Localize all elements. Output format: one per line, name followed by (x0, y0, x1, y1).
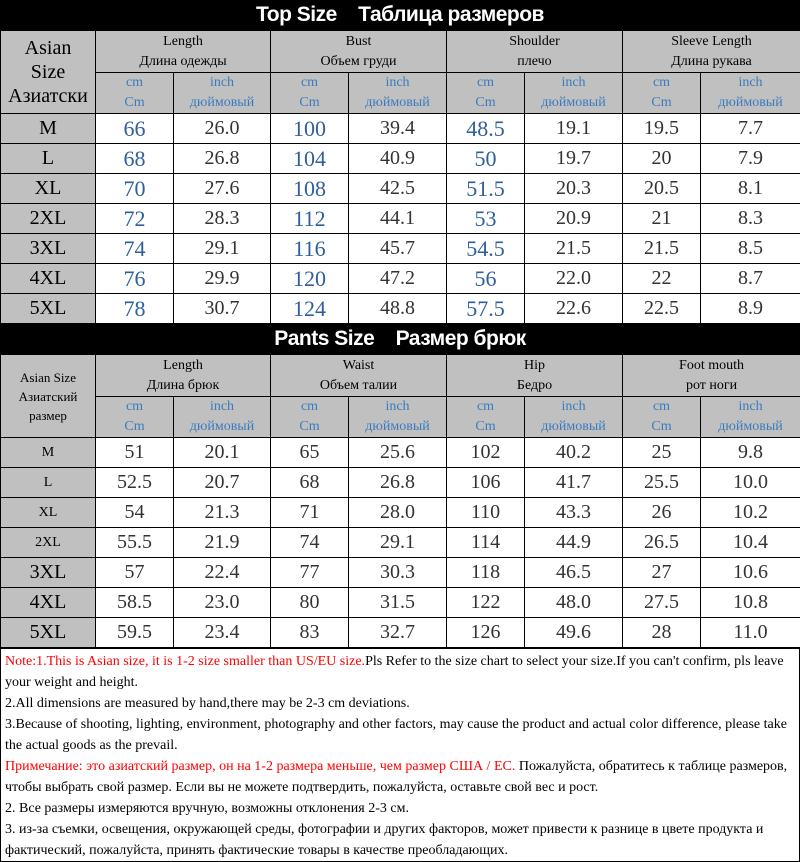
measurement-cell: 21 (623, 204, 701, 234)
measurement-cell: 43.3 (525, 498, 623, 528)
measurement-cell: 53 (447, 204, 525, 234)
measurement-cell: 78 (96, 294, 174, 324)
measurement-cell: 26.0 (174, 114, 271, 144)
table-row (1, 174, 800, 204)
measurement-cell: 120 (271, 264, 349, 294)
note-ru-1-warning: Примечание: это азиатский размер, он на 1-2 размера меньше, чем размер США / ЕС. (5, 759, 515, 774)
table-row (1, 558, 800, 588)
note-3: 3.Because of shooting, lighting, environment, photography and other factors, may cause the product and actual color difference, please take the actual goods as the prevail. (5, 714, 797, 756)
size-label-cell: 2XL (1, 204, 96, 234)
measurement-cell: 74 (271, 528, 349, 558)
measurement-cell: 110 (447, 498, 525, 528)
measurement-cell: 22.6 (525, 294, 623, 324)
measurement-cell: 19.5 (623, 114, 701, 144)
column-header-bust (271, 31, 447, 73)
measurement-cell: 52.5 (96, 468, 174, 498)
measurement-cell: 100 (271, 114, 349, 144)
table-row (1, 144, 800, 174)
measurement-cell: 25.6 (349, 438, 447, 468)
column-header-length (96, 31, 271, 73)
note-ru-2: 2. Все размеры измеряются вручную, возможны отклонения 2-3 см. (5, 798, 797, 819)
table-row (1, 588, 800, 618)
size-label-cell: 3XL (1, 234, 96, 264)
size-label-cell: 5XL (1, 294, 96, 324)
unit-label: inch (701, 73, 800, 93)
measurement-cell: 106 (447, 468, 525, 498)
measurement-cell: 54.5 (447, 234, 525, 264)
unit-label: дюймовый (349, 93, 446, 113)
measurement-cell: 56 (447, 264, 525, 294)
top-size-table (0, 30, 800, 324)
measurement-cell: 29.1 (349, 528, 447, 558)
table-row (1, 618, 800, 648)
measurement-cell: 122 (447, 588, 525, 618)
column-header-en: Length (96, 32, 270, 52)
table-row (1, 498, 800, 528)
unit-label: Cm (96, 417, 173, 437)
measurement-cell: 8.1 (701, 174, 800, 204)
unit-cm-cell (623, 397, 701, 438)
measurement-cell: 76 (96, 264, 174, 294)
size-label-cell: 3XL (1, 558, 96, 588)
measurement-cell: 21.9 (174, 528, 271, 558)
unit-label: inch (349, 397, 446, 417)
measurement-cell: 55.5 (96, 528, 174, 558)
unit-label: Cm (447, 417, 524, 437)
measurement-cell: 25.5 (623, 468, 701, 498)
measurement-cell: 49.6 (525, 618, 623, 648)
measurement-cell: 124 (271, 294, 349, 324)
measurement-cell: 116 (271, 234, 349, 264)
measurement-cell: 51 (96, 438, 174, 468)
table-row (1, 438, 800, 468)
column-header-waist (271, 355, 447, 397)
size-label-cell: 4XL (1, 264, 96, 294)
unit-label: inch (174, 73, 270, 93)
unit-label: inch (525, 397, 622, 417)
unit-inch-cell (701, 73, 800, 114)
unit-cm-cell (447, 397, 525, 438)
pants-size-rows (1, 438, 800, 648)
measurement-cell: 42.5 (349, 174, 447, 204)
measurement-cell: 57 (96, 558, 174, 588)
measurement-cell: 30.7 (174, 294, 271, 324)
table-row (1, 528, 800, 558)
measurement-cell: 71 (271, 498, 349, 528)
table-row (1, 234, 800, 264)
column-header-hip (447, 355, 623, 397)
unit-label: Cm (447, 93, 524, 113)
measurement-cell: 70 (96, 174, 174, 204)
measurement-cell: 10.6 (701, 558, 800, 588)
size-header-line: размер (1, 406, 95, 425)
measurement-cell: 20.1 (174, 438, 271, 468)
measurement-cell: 26.8 (349, 468, 447, 498)
measurement-cell: 83 (271, 618, 349, 648)
measurement-cell: 21.3 (174, 498, 271, 528)
unit-label: inch (701, 397, 800, 417)
measurement-cell: 66 (96, 114, 174, 144)
measurement-cell: 7.7 (701, 114, 800, 144)
table-row (1, 468, 800, 498)
unit-label: inch (525, 73, 622, 93)
unit-label: дюймовый (174, 93, 270, 113)
measurement-cell: 28.3 (174, 204, 271, 234)
measurement-cell: 80 (271, 588, 349, 618)
measurement-cell: 48.8 (349, 294, 447, 324)
size-label-cell: M (1, 114, 96, 144)
measurement-cell: 26 (623, 498, 701, 528)
measurement-cell: 8.9 (701, 294, 800, 324)
unit-cm-cell (623, 73, 701, 114)
measurement-cell: 11.0 (701, 618, 800, 648)
note-1 (5, 651, 797, 693)
measurement-cell: 48.5 (447, 114, 525, 144)
size-header-cell (1, 355, 96, 438)
measurement-cell: 8.7 (701, 264, 800, 294)
measurement-cell: 47.2 (349, 264, 447, 294)
measurement-cell: 114 (447, 528, 525, 558)
measurement-cell: 22.0 (525, 264, 623, 294)
measurement-cell: 10.4 (701, 528, 800, 558)
size-label-cell: 5XL (1, 618, 96, 648)
pants-size-table (0, 354, 800, 648)
column-header-ru: Объем груди (271, 52, 446, 72)
unit-label: дюймовый (701, 417, 800, 437)
measurement-cell: 51.5 (447, 174, 525, 204)
size-notes (0, 648, 800, 862)
size-header-line: Size (1, 60, 95, 84)
unit-label: cm (623, 397, 700, 417)
unit-inch-cell (525, 73, 623, 114)
column-header-ru: Объем талии (271, 376, 446, 396)
top-size-rows (1, 114, 800, 324)
unit-inch-cell (525, 397, 623, 438)
table-row (1, 114, 800, 144)
column-header-en: Foot mouth (623, 356, 800, 376)
measurement-cell: 20.3 (525, 174, 623, 204)
table-row (1, 264, 800, 294)
measurement-cell: 10.2 (701, 498, 800, 528)
measurement-cell: 9.8 (701, 438, 800, 468)
column-header-en: Sleeve Length (623, 32, 800, 52)
measurement-cell: 27 (623, 558, 701, 588)
measurement-cell: 10.8 (701, 588, 800, 618)
unit-inch-cell (349, 397, 447, 438)
measurement-cell: 28 (623, 618, 701, 648)
size-label-cell: 2XL (1, 528, 96, 558)
measurement-cell: 29.9 (174, 264, 271, 294)
unit-label: дюймовый (701, 93, 800, 113)
size-label-cell: L (1, 144, 96, 174)
measurement-cell: 20.9 (525, 204, 623, 234)
size-header-line: Asian Size (1, 368, 95, 387)
unit-label: cm (447, 73, 524, 93)
unit-label: cm (271, 397, 348, 417)
measurement-cell: 22.5 (623, 294, 701, 324)
column-header-en: Hip (447, 356, 622, 376)
measurement-cell: 23.4 (174, 618, 271, 648)
measurement-cell: 54 (96, 498, 174, 528)
column-header-ru: Длина брюк (96, 376, 270, 396)
unit-cm-cell (271, 397, 349, 438)
unit-inch-cell (174, 397, 271, 438)
unit-label: cm (623, 73, 700, 93)
measurement-cell: 44.1 (349, 204, 447, 234)
measurement-cell: 104 (271, 144, 349, 174)
measurement-cell: 108 (271, 174, 349, 204)
unit-inch-cell (174, 73, 271, 114)
size-label-cell: 4XL (1, 588, 96, 618)
unit-label: cm (271, 73, 348, 93)
unit-cm-cell (271, 73, 349, 114)
column-header-en: Shoulder (447, 32, 622, 52)
note-2: 2.All dimensions are measured by hand,there may be 2-3 cm deviations. (5, 693, 797, 714)
unit-label: cm (447, 397, 524, 417)
column-header-en: Bust (271, 32, 446, 52)
unit-label: cm (96, 73, 173, 93)
size-label-cell: L (1, 468, 96, 498)
column-header-ru: плечо (447, 52, 622, 72)
measurement-cell: 26.8 (174, 144, 271, 174)
column-header-ru: Бедро (447, 376, 622, 396)
measurement-cell: 77 (271, 558, 349, 588)
measurement-cell: 39.4 (349, 114, 447, 144)
measurement-cell: 21.5 (525, 234, 623, 264)
measurement-cell: 32.7 (349, 618, 447, 648)
column-header-sleeve-length (623, 31, 800, 73)
unit-label: дюймовый (174, 417, 270, 437)
column-header-en: Waist (271, 356, 446, 376)
top-size-banner: Top Size Таблица размеров (0, 0, 800, 30)
measurement-cell: 118 (447, 558, 525, 588)
unit-label: дюймовый (349, 417, 446, 437)
size-header-line: Азиатски (1, 84, 95, 108)
measurement-cell: 19.1 (525, 114, 623, 144)
size-label-cell: XL (1, 498, 96, 528)
unit-label: дюймовый (525, 417, 622, 437)
table-row (1, 294, 800, 324)
measurement-cell: 25 (623, 438, 701, 468)
measurement-cell: 20.5 (623, 174, 701, 204)
size-label-cell: XL (1, 174, 96, 204)
measurement-cell: 68 (271, 468, 349, 498)
unit-label: Cm (271, 417, 348, 437)
size-header-line: Азиатский (1, 387, 95, 406)
column-header-shoulder (447, 31, 623, 73)
measurement-cell: 44.9 (525, 528, 623, 558)
measurement-cell: 20.7 (174, 468, 271, 498)
measurement-cell: 126 (447, 618, 525, 648)
measurement-cell: 29.1 (174, 234, 271, 264)
measurement-cell: 22 (623, 264, 701, 294)
column-header-length (96, 355, 271, 397)
measurement-cell: 22.4 (174, 558, 271, 588)
column-header-en: Length (96, 356, 270, 376)
column-header-ru: Длина рукава (623, 52, 800, 72)
measurement-cell: 23.0 (174, 588, 271, 618)
column-header-ru: рот ноги (623, 376, 800, 396)
measurement-cell: 40.9 (349, 144, 447, 174)
unit-cm-cell (447, 73, 525, 114)
size-header-cell (1, 31, 96, 114)
measurement-cell: 58.5 (96, 588, 174, 618)
measurement-cell: 68 (96, 144, 174, 174)
measurement-cell: 57.5 (447, 294, 525, 324)
unit-label: Cm (623, 93, 700, 113)
measurement-cell: 59.5 (96, 618, 174, 648)
unit-label: inch (349, 73, 446, 93)
measurement-cell: 26.5 (623, 528, 701, 558)
measurement-cell: 48.0 (525, 588, 623, 618)
measurement-cell: 40.2 (525, 438, 623, 468)
measurement-cell: 31.5 (349, 588, 447, 618)
measurement-cell: 102 (447, 438, 525, 468)
measurement-cell: 28.0 (349, 498, 447, 528)
measurement-cell: 41.7 (525, 468, 623, 498)
measurement-cell: 65 (271, 438, 349, 468)
measurement-cell: 19.7 (525, 144, 623, 174)
measurement-cell: 10.0 (701, 468, 800, 498)
measurement-cell: 74 (96, 234, 174, 264)
unit-inch-cell (701, 397, 800, 438)
unit-label: inch (174, 397, 270, 417)
measurement-cell: 21.5 (623, 234, 701, 264)
table-row (1, 204, 800, 234)
measurement-cell: 20 (623, 144, 701, 174)
note-ru-3: 3. из-за съемки, освещения, окружающей среды, фотографии и других факторов, может привести к разнице в цвете продукта и фактический, пожалуйста, принять фактические товары в качестве преобладающих. (5, 819, 797, 861)
unit-label: Cm (623, 417, 700, 437)
measurement-cell: 50 (447, 144, 525, 174)
measurement-cell: 72 (96, 204, 174, 234)
measurement-cell: 7.9 (701, 144, 800, 174)
unit-label: cm (96, 397, 173, 417)
unit-inch-cell (349, 73, 447, 114)
unit-label: Cm (271, 93, 348, 113)
column-header-ru: Длина одежды (96, 52, 270, 72)
measurement-cell: 45.7 (349, 234, 447, 264)
measurement-cell: 46.5 (525, 558, 623, 588)
unit-cm-cell (96, 397, 174, 438)
column-header-foot-mouth (623, 355, 800, 397)
measurement-cell: 8.3 (701, 204, 800, 234)
size-label-cell: M (1, 438, 96, 468)
size-header-line: Asian (1, 36, 95, 60)
note-ru-1-text: Пожалуйста, обратитесь к таблице размеров, чтобы выбрать свой размер. Если вы не можете подтвердить, пожалуйста, оставьте свой вес и рост. (5, 759, 787, 795)
note-1-warning: Note:1.This is Asian size, it is 1-2 size smaller than US/EU size. (5, 654, 365, 669)
note-ru-1 (5, 756, 797, 798)
pants-size-banner: Pants Size Размер брюк (0, 324, 800, 354)
measurement-cell: 27.6 (174, 174, 271, 204)
measurement-cell: 112 (271, 204, 349, 234)
measurement-cell: 8.5 (701, 234, 800, 264)
note-1-text: Pls Refer to the size chart to select your size.If you can't confirm, pls leave your weight and height. (5, 654, 784, 690)
measurement-cell: 30.3 (349, 558, 447, 588)
unit-label: Cm (96, 93, 173, 113)
unit-label: дюймовый (525, 93, 622, 113)
unit-cm-cell (96, 73, 174, 114)
measurement-cell: 27.5 (623, 588, 701, 618)
